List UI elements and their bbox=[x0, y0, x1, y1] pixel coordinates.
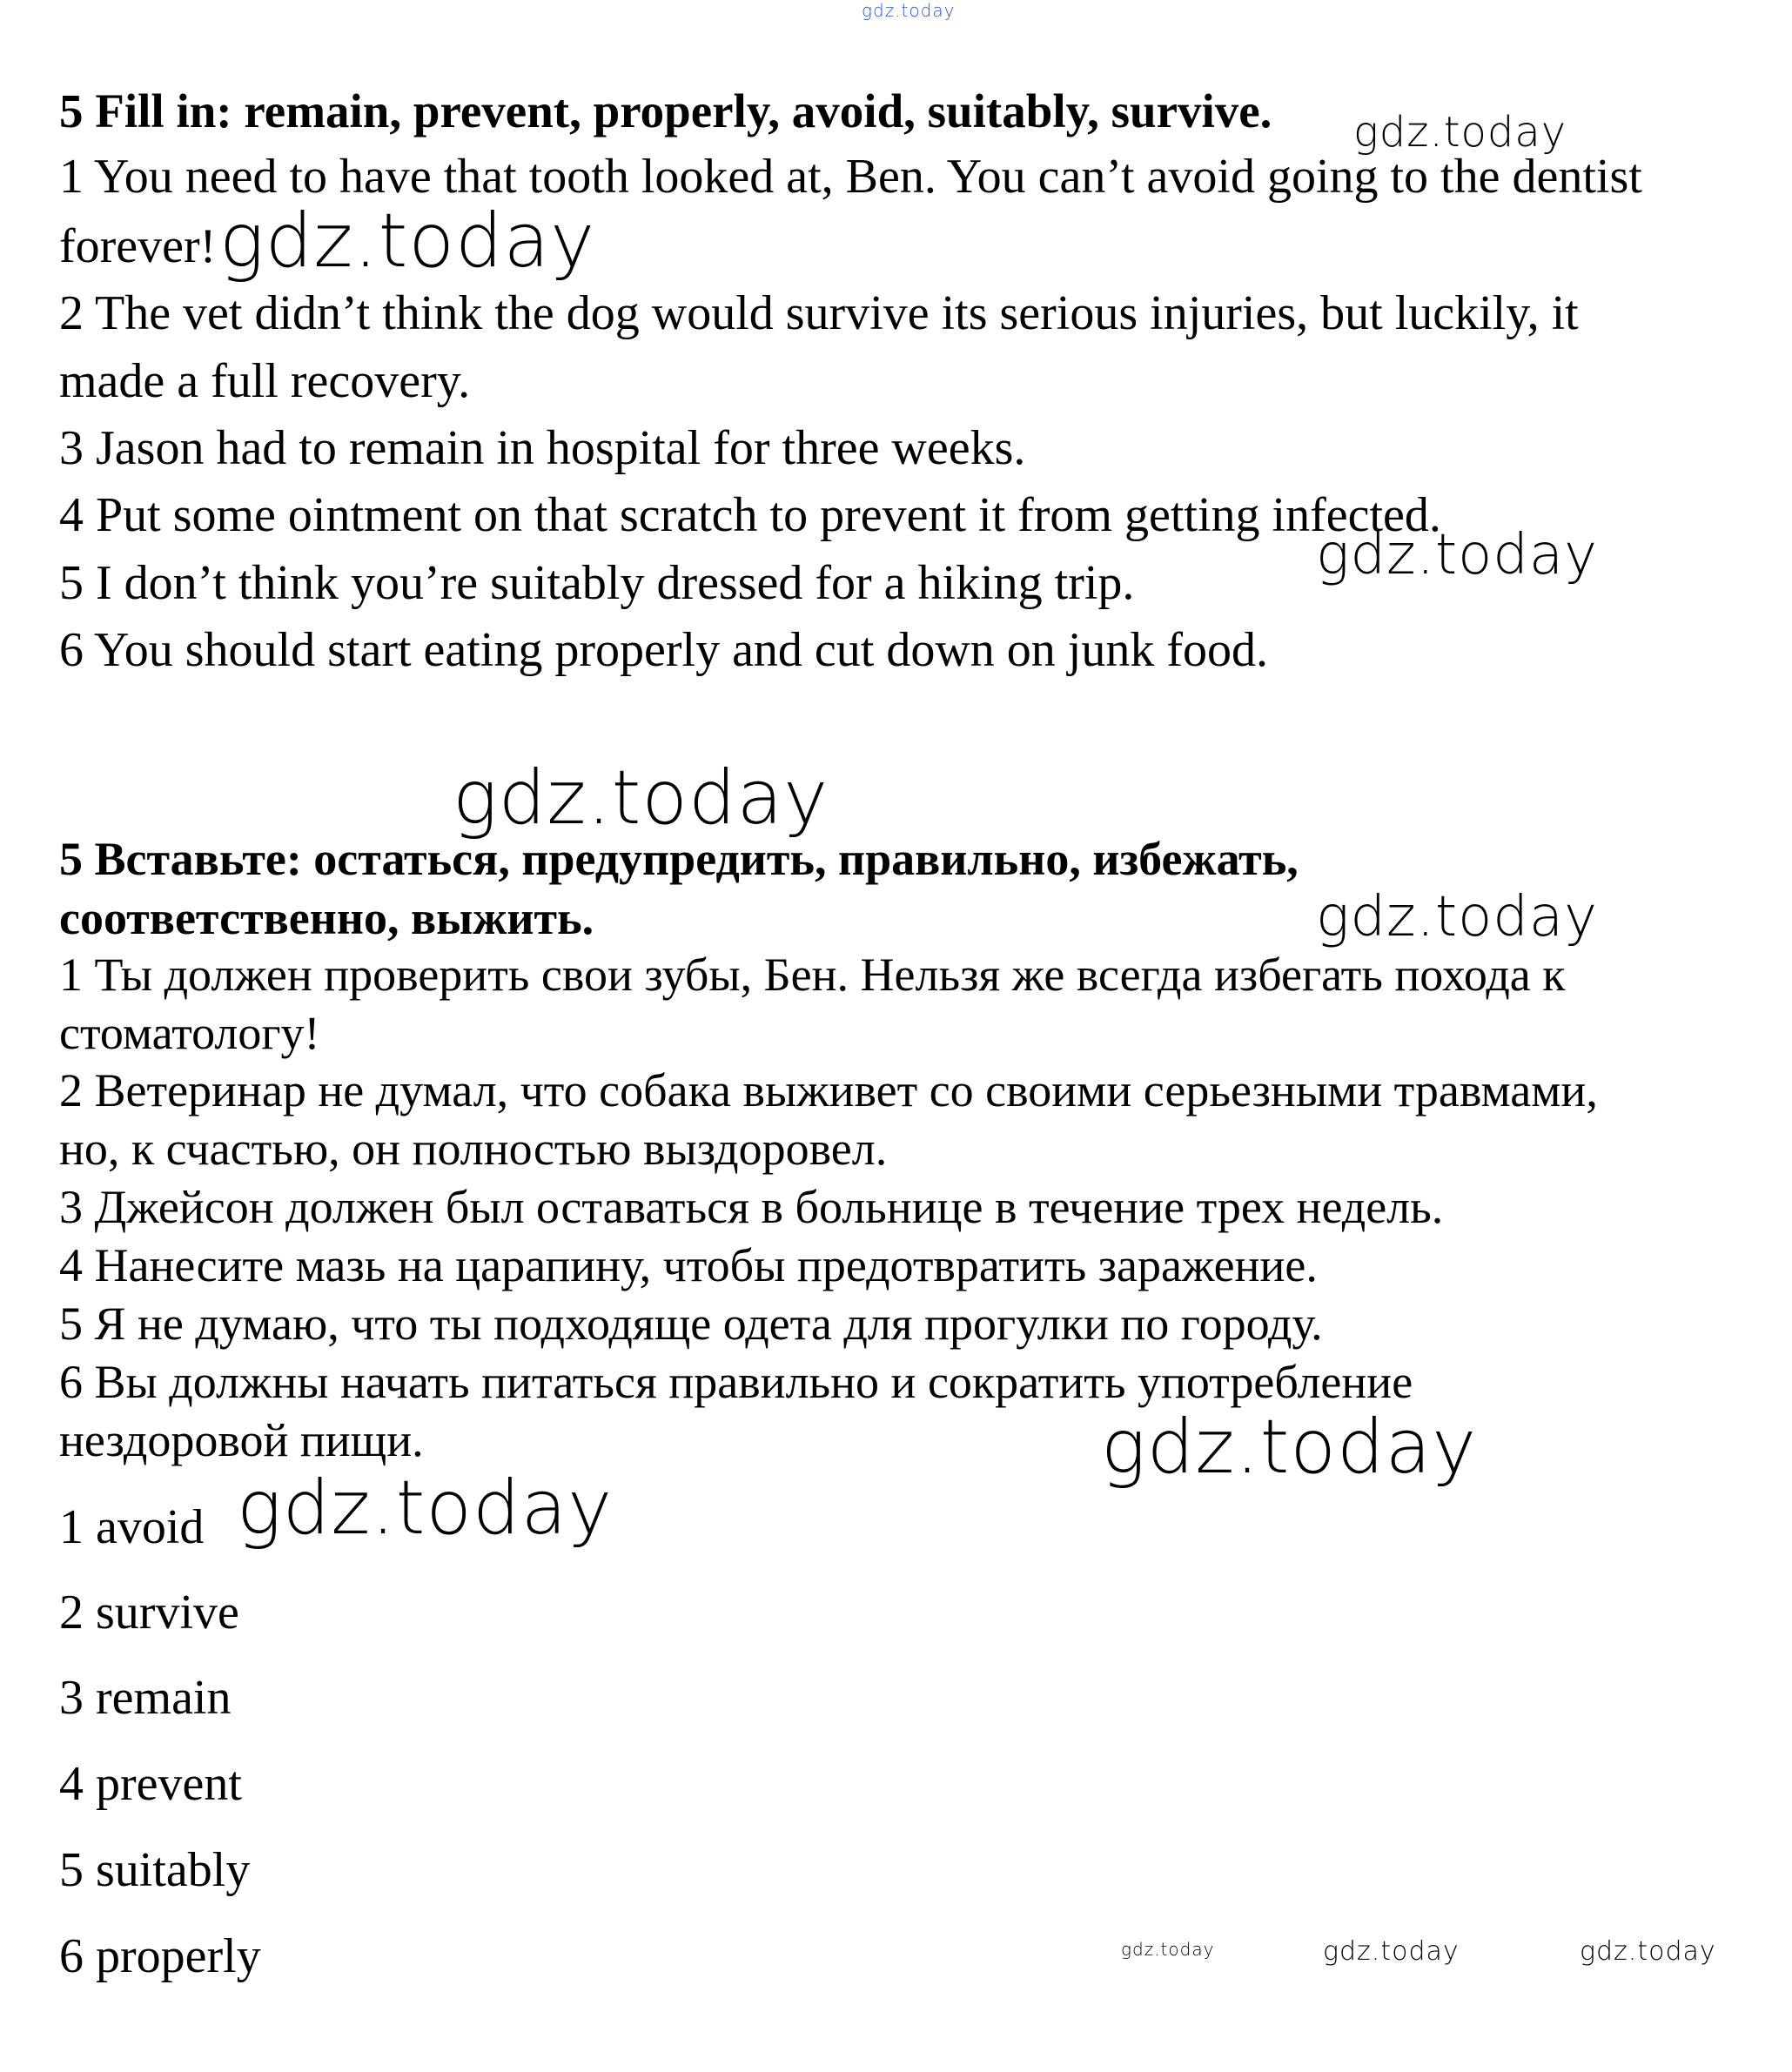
watermark-6: gdz.today bbox=[1101, 1404, 1478, 1491]
russian-line-8: 6 Вы должны начать питаться правильно и сократить употребление bbox=[59, 1356, 1413, 1408]
russian-line-3: 2 Ветеринар не думал, что собака выживет со своими серьезными травмами, bbox=[59, 1064, 1598, 1116]
russian-line-4: но, к счастью, он полностью выздоровел. bbox=[59, 1123, 888, 1175]
answer-1: 1 avoid bbox=[59, 1500, 205, 1554]
watermark-1: gdz.today bbox=[1353, 108, 1567, 157]
english-line-6: 4 Put some ointment on that scratch to prevent it from getting infected. bbox=[59, 488, 1441, 542]
russian-heading-2: соответственно, выжить. bbox=[59, 892, 594, 944]
watermark-8: gdz.today bbox=[1121, 1939, 1215, 1960]
russian-line-9: нездоровой пищи. bbox=[59, 1414, 424, 1466]
english-line-2: forever! bbox=[59, 219, 217, 273]
watermark-10: gdz.today bbox=[1580, 1936, 1716, 1967]
watermark-3: gdz.today bbox=[1316, 523, 1598, 587]
russian-line-1: 1 Ты должен проверить свои зубы, Бен. Нельзя же всегда избегать похода к bbox=[59, 949, 1566, 1001]
watermark-2: gdz.today bbox=[219, 198, 596, 285]
english-line-1: 1 You need to have that tooth looked at, Ben. You can’t avoid going to the dentist bbox=[59, 150, 1642, 204]
watermark-5: gdz.today bbox=[1316, 885, 1598, 949]
russian-line-7: 5 Я не думаю, что ты подходяще одета для прогулки по городу. bbox=[59, 1298, 1323, 1350]
watermark-4: gdz.today bbox=[453, 754, 829, 842]
answer-6: 6 properly bbox=[59, 1929, 261, 1983]
english-line-5: 3 Jason had to remain in hospital for three weeks. bbox=[59, 421, 1026, 475]
watermark-top: gdz.today bbox=[862, 0, 956, 21]
answer-3: 3 remain bbox=[59, 1671, 232, 1725]
answer-4: 4 prevent bbox=[59, 1757, 242, 1811]
answer-2: 2 survive bbox=[59, 1586, 239, 1639]
answer-5: 5 suitably bbox=[59, 1843, 251, 1897]
russian-heading-1: 5 Вставьте: остаться, предупредить, правильно, избежать, bbox=[59, 833, 1299, 885]
english-line-7: 5 I don’t think you’re suitably dressed for a hiking trip. bbox=[59, 556, 1135, 610]
watermark-7: gdz.today bbox=[237, 1465, 614, 1552]
english-line-3: 2 The vet didn’t think the dog would survive its serious injuries, but luckily, it bbox=[59, 286, 1579, 340]
english-line-4: made a full recovery. bbox=[59, 354, 471, 408]
russian-line-5: 3 Джейсон должен был оставаться в больнице в течение трех недель. bbox=[59, 1181, 1444, 1233]
english-heading: 5 Fill in: remain, prevent, properly, avoid, suitably, survive. bbox=[59, 84, 1272, 137]
watermark-9: gdz.today bbox=[1323, 1936, 1460, 1967]
english-line-8: 6 You should start eating properly and cut down on junk food. bbox=[59, 623, 1268, 677]
russian-line-2: стоматологу! bbox=[59, 1007, 320, 1059]
russian-line-6: 4 Нанесите мазь на царапину, чтобы предотвратить заражение. bbox=[59, 1239, 1318, 1291]
